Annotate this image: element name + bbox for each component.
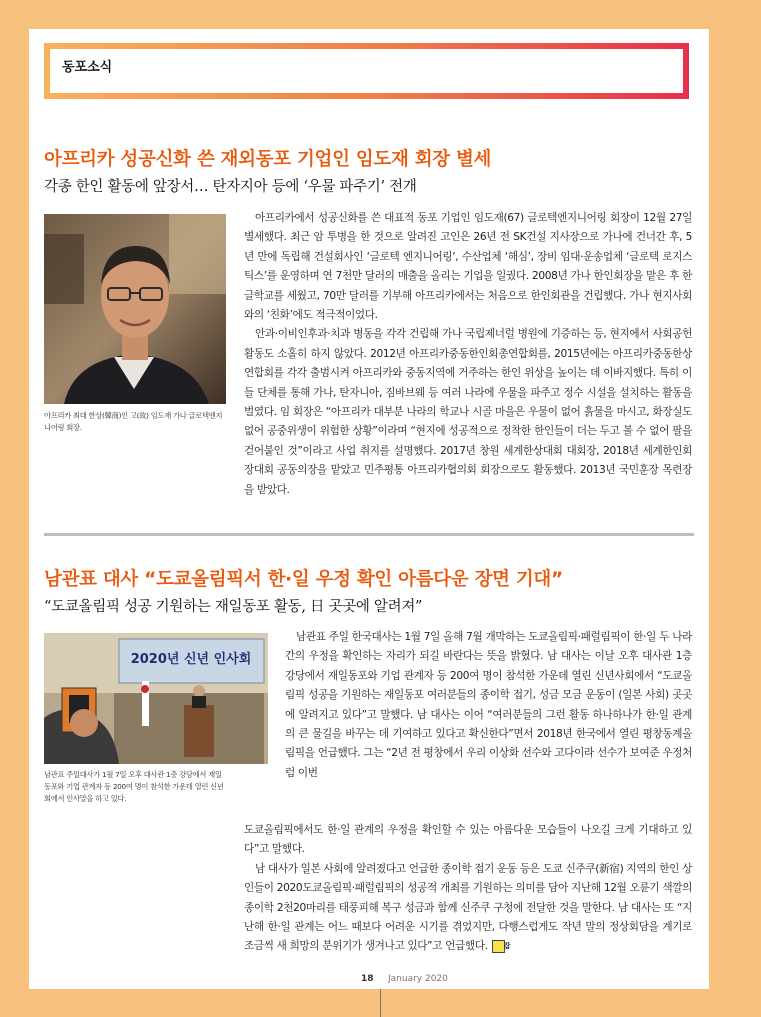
- article2-paragraph-last: 남 대사가 일본 사회에 알려졌다고 언급한 종이학 접기 운동 등은 도쿄 신주쿠(新宿) 지역의 한인 상인들이 2020도쿄올림픽·패럴림픽의 성공적 개최를 기원하는 의미를 담아 지난해 12월 오륜기 색깔의 종이학 2천20마리를 태풍피해 복구 성금과 함께 신주쿠 구청에 전달한 것을 말한다. 남 대사는 또 “지난해 한·일 관계는 어느 때보다 어려운 시기를 겪었지만, 다행스럽게도 작년 말의 정상회담을 계기로 조금씩 새 희망의 분위기가 생겨나고 있다”고 언급했다. 잡: [244, 862, 692, 953]
- article2-headline: 남관표 대사 “도쿄올림픽서 한·일 우정 확인 아름다운 장면 기대”: [44, 569, 563, 590]
- article2-paragraph: 남관표 주일 한국대사는 1월 7일 올해 7월 개막하는 도쿄올림픽·패럴림픽이 한·일 두 나라 간의 우정을 확인하는 자리가 되길 바란다는 뜻을 밝혔다. 남 대사는 이날 오후 대사관 1층 강당에서 재일동포와 기업 관계자 등 200여 명이 참석한 가운데 열린 신년사회에서 “도쿄올림픽 성공을 기원하는 재일동포 여러분들의 종이학 접기, 성금 모금 운동이 (일본 사회) 곳곳에 알려지고 있다”고 말했다. 남 대사는 이어 “여러분들의 그런 활동 하나하나가 한·일 관계의 큰 물길을 바꾸는 데 기여하고 있다고 확신한다”면서 2018년 한국에서 열린 평창동계올림픽을 언급했다. 그는 “2년 전 평창에서 우리 이상화 선수와 고다이라 선수가 보여준 우정처럼 이번: [285, 631, 692, 779]
- event-photo: [44, 633, 268, 764]
- article2-body-wrap: [285, 628, 692, 783]
- section-label: 동포소식: [62, 60, 113, 75]
- page-number: 18: [361, 974, 374, 984]
- event-banner-text: 2020년 신년 인사회: [130, 652, 252, 667]
- article-divider: [44, 533, 694, 536]
- issue-date: January 2020: [388, 974, 448, 984]
- article1-headline: 아프리카 성공신화 쓴 재외동포 기업인 임도재 회장 별세: [44, 149, 492, 170]
- article2-paragraph: 도쿄올림픽에서도 한·일 관계의 우정을 확인할 수 있는 아름다운 모습들이 나오길 크게 기대하고 있다”고 말했다.: [244, 824, 692, 856]
- article1-subhead: 각종 한인 활동에 앞장서… 탄자지아 등에 ‘우물 파주기’ 전개: [44, 179, 417, 195]
- footer-divider: [380, 989, 381, 1017]
- article2-subhead: “도쿄올림픽 성공 기원하는 재일동포 활동, 日 곳곳에 알려져”: [44, 599, 423, 615]
- article2-body-full: [244, 821, 692, 957]
- end-mark-icon: 잡: [492, 940, 505, 953]
- article2-photo-caption: 남관표 주일대사가 1월 7일 오후 대사관 1층 강당에서 재일동포와 기업 관계자 등 200여 명이 참석한 가운데 열린 신년회에서 인사말을 하고 있다.: [44, 770, 224, 803]
- section-header: [44, 43, 689, 99]
- article1-photo-caption: 아프리카 최대 한상(韓商)인 고(故) 임도재 가나 글로텍엔지니어링 회장.: [44, 411, 223, 432]
- portrait-photo: [44, 214, 226, 404]
- article1-paragraph: 안과·이비인후과·치과 병동을 각각 건립해 가나 국립제너럴 병원에 기증하는 등, 현지에서 사회공헌활동도 소홀히 하지 않았다. 2012년 아프리카중동한인회총연합회를, 2015년에는 아프리카중동한상연합회를 각각 출범시켜 아프리카와 중동지역에 거주하는 한인 위상을 높이는 데 이바지했다. 특히 이들 단체를 통해 가나, 탄자니아, 짐바브웨 등 여러 나라에 우물을 파주고 정수 시설을 설치하는 활동을 벌였다. 임 회장은 “아프리카 대부분 나라의 학교나 시골 마을은 우물이 없어 흙물을 마시고, 화장실도 없어 공중위생이 위험한 상황”이라며 “현지에 성공적으로 정착한 한인들이 더는 두고 볼 수 없어 팔을 걷어붙인 것”이라고 사업 취지를 설명했다. 2017년 창원 세계한상대회 대회장, 2018년 세계한인회장대회 공동의장을 맡았고 민주평통 아프리카협의회 회장으로도 활동했다. 2013년 국민훈장 목련장을 받았다.: [244, 328, 692, 496]
- article1-body: [244, 209, 692, 500]
- page: [29, 29, 709, 989]
- article1-paragraph: 아프리카에서 성공신화를 쓴 대표적 동포 기업인 임도재(67) 글로텍엔지니어링 회장이 12월 27일 별세했다. 최근 암 투병을 한 것으로 알려진 고인은 26년 전 SK건설 지사장으로 가나에 건너간 후, 5년 만에 독립해 건설회사인 ‘글로텍 엔지니어링’, 수산업체 ‘해심’, 장비 임대·운송업체 ‘글로텍 로지스틱스’를 운영하며 연 7천만 달러의 매출을 올리는 기업을 일궜다. 2008년 가나 한인회장을 맡은 후 한글학교를 세웠고, 70만 달러를 기부해 아프리카에서는 처음으로 한인회관을 건립했다. 가나 현지사회와의 ‘친화’에도 적극적이었다.: [244, 212, 692, 322]
